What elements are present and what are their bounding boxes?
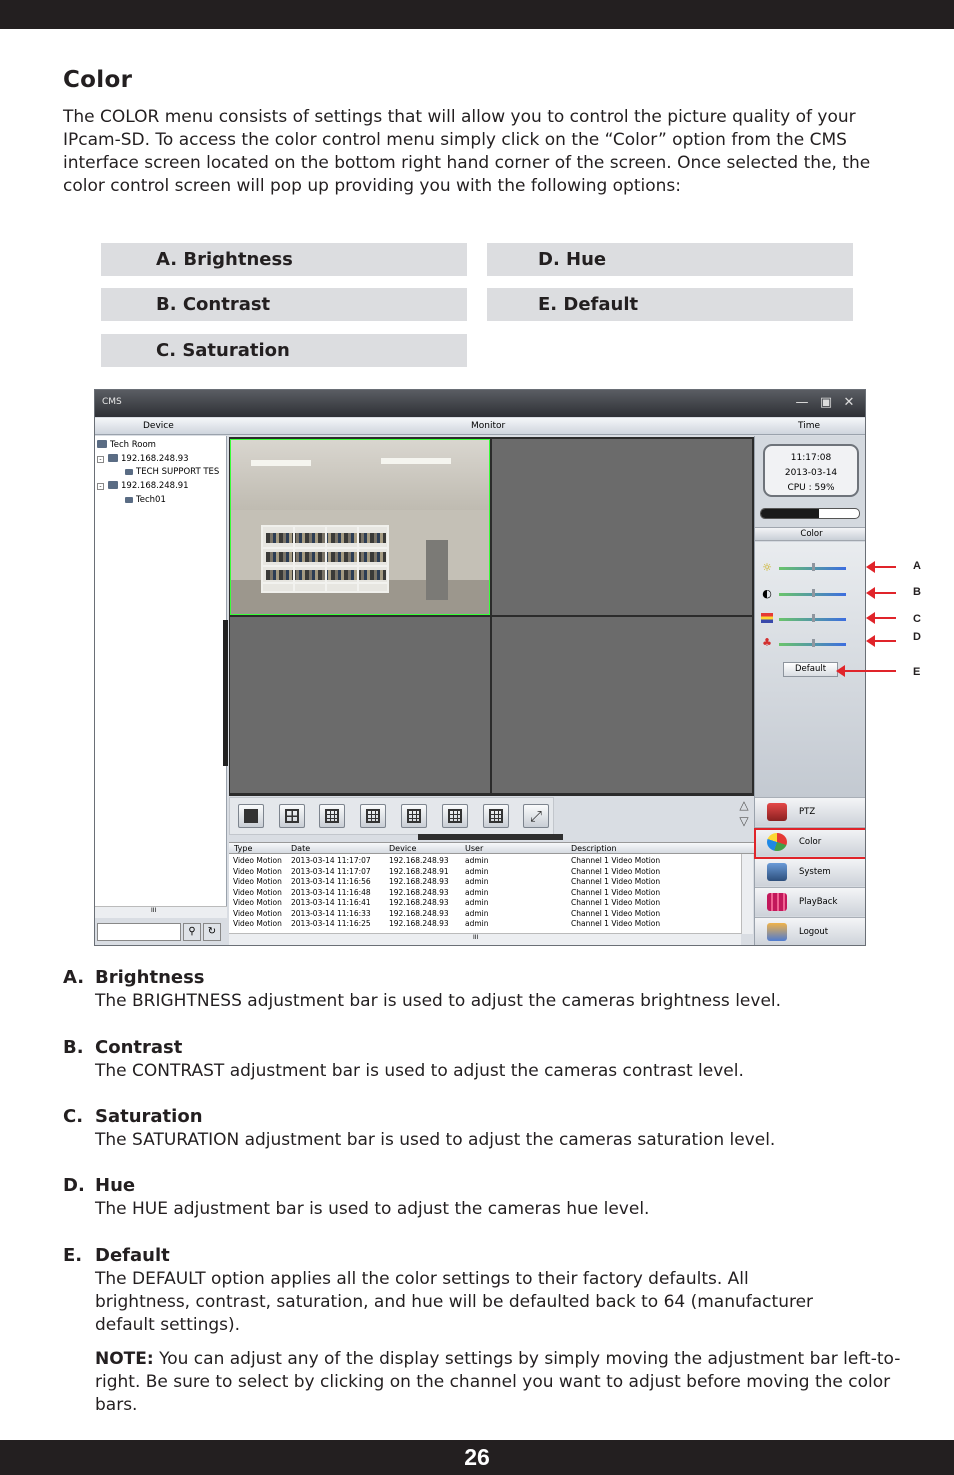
definition-letter: E. (63, 1245, 83, 1266)
column-label: Device (143, 421, 174, 431)
layout-toolbar (229, 797, 554, 835)
annotation-b: B (913, 586, 921, 598)
option-hue (487, 243, 853, 276)
quad-view-icon (285, 809, 299, 823)
log-cell-device: 192.168.248.93 (389, 898, 449, 907)
log-cell-description: Channel 1 Video Motion (571, 887, 661, 897)
note-label: NOTE: (95, 1349, 154, 1369)
log-cell-user: admin (465, 877, 489, 886)
log-cell-user: admin (465, 856, 489, 865)
log-cell-device: 192.168.248.93 (389, 908, 449, 918)
definition-text-brightness: The BRIGHTNESS adjustment bar is used to adjust the cameras brightness level. (95, 991, 782, 1011)
tree-label: Tech01 (136, 495, 166, 505)
annotation-c: C (913, 613, 921, 625)
grid-view-icon (448, 809, 462, 823)
layout-16-button[interactable] (360, 804, 386, 828)
tree-channel[interactable] (125, 467, 219, 477)
nav-label: PTZ (799, 807, 816, 817)
definition-text-contrast: The CONTRAST adjustment bar is used to adjust the cameras contrast level. (95, 1061, 744, 1081)
log-cell-device: 192.168.248.93 (389, 877, 449, 886)
tree-device[interactable] (97, 454, 189, 464)
definition-title-hue (63, 1175, 135, 1196)
arrow-left-icon (868, 592, 896, 594)
collapse-icon[interactable]: - (97, 456, 104, 463)
table-row[interactable] (229, 856, 741, 867)
option-default (487, 288, 853, 321)
device-search-input[interactable] (97, 923, 181, 941)
clock-date: 2013-03-14 (784, 468, 838, 478)
log-cell-user: admin (465, 887, 489, 897)
log-cell-type: Video Motion (233, 919, 282, 928)
annotation-d: D (913, 631, 921, 643)
definition-text-default: The DEFAULT option applies all the color settings to their factory defaults. All brightness, contrast, saturation, and hue will be defaulted back to 64 (manufacturer default settings). (95, 1269, 814, 1335)
option-saturation (101, 334, 467, 367)
color-panel-title: Color (755, 527, 866, 541)
system-button[interactable] (755, 857, 866, 886)
search-icon[interactable]: ⚲ (183, 923, 201, 941)
maximize-icon[interactable]: ▣ (819, 395, 833, 410)
camera-scene (261, 525, 389, 593)
logout-button[interactable] (755, 917, 866, 946)
contrast-slider[interactable] (779, 593, 846, 596)
log-header-type: Type (234, 844, 253, 853)
annotation-a: A (913, 560, 921, 572)
definition-letter: A. (63, 967, 85, 988)
definition-heading: Saturation (95, 1106, 203, 1127)
log-vertical-scrollbar[interactable] (741, 854, 753, 934)
log-cell-date: 2013-03-14 11:16:41 (291, 898, 371, 907)
cpu-usage: CPU : 59% (787, 483, 835, 493)
log-header-user: User (465, 844, 484, 853)
scroll-grip: III (151, 907, 157, 914)
log-table-header (229, 842, 754, 854)
layout-4-button[interactable] (279, 804, 305, 828)
arrow-left-icon (868, 617, 896, 619)
tree-channel[interactable] (125, 495, 166, 505)
cpu-meter (760, 508, 860, 519)
single-view-icon (244, 809, 258, 823)
camera-view-1[interactable] (230, 439, 490, 615)
tree-label: TECH SUPPORT TES (136, 467, 220, 477)
table-row[interactable] (229, 877, 741, 888)
minimize-icon[interactable]: — (795, 395, 809, 410)
log-cell-type: Video Motion (233, 887, 282, 897)
log-header-description: Description (571, 844, 617, 853)
table-row[interactable] (229, 888, 741, 899)
saturation-icon (761, 613, 773, 623)
note-paragraph (95, 1348, 905, 1417)
scroll-grip: III (473, 934, 479, 941)
playback-button[interactable] (755, 887, 866, 916)
option-label: E. Default (538, 294, 639, 315)
column-header-time (754, 418, 866, 435)
log-cell-description: Channel 1 Video Motion (571, 919, 661, 928)
log-header-device: Device (389, 844, 417, 853)
top-bar (0, 0, 954, 29)
arrow-left-icon (868, 640, 896, 642)
option-brightness (101, 243, 467, 276)
page-number: 26 (464, 1444, 490, 1470)
camera-scene (251, 460, 311, 466)
log-cell-date: 2013-03-14 11:16:25 (291, 919, 371, 928)
brightness-icon: ☼ (762, 561, 772, 574)
definition-text-hue: The HUE adjustment bar is used to adjust the cameras hue level. (95, 1199, 650, 1219)
layout-25-button[interactable] (401, 804, 427, 828)
cms-title: CMS (102, 397, 122, 407)
log-cell-description: Channel 1 Video Motion (571, 898, 661, 907)
device-tree (95, 436, 227, 906)
arrow-left-icon (838, 670, 896, 672)
tree-horizontal-scrollbar[interactable] (95, 906, 227, 918)
option-label: D. Hue (538, 249, 607, 270)
definition-title-contrast (63, 1037, 182, 1058)
tree-label: Tech Room (110, 440, 156, 450)
log-cell-user: admin (465, 908, 489, 918)
layout-64-button[interactable] (483, 804, 509, 828)
layout-9-button[interactable] (319, 804, 345, 828)
monitor-grid (229, 437, 754, 796)
table-row[interactable] (229, 898, 741, 909)
arrow-down-icon[interactable]: ▽ (739, 814, 749, 828)
fullscreen-button[interactable] (523, 804, 549, 828)
color-button-highlight (754, 828, 866, 859)
page-arrows[interactable] (735, 797, 753, 831)
log-cell-type: Video Motion (233, 898, 282, 907)
grid-view-icon (366, 809, 380, 823)
layout-1-button[interactable] (238, 804, 264, 828)
slider-thumb[interactable] (812, 639, 815, 647)
tree-label: 192.168.248.91 (121, 481, 189, 491)
log-cell-user: admin (465, 898, 489, 907)
page-title: Color (63, 67, 133, 93)
brightness-slider[interactable] (779, 567, 846, 570)
camera-icon (108, 454, 118, 462)
ptz-icon (767, 803, 787, 821)
system-icon (767, 863, 787, 881)
log-cell-description: Channel 1 Video Motion (571, 908, 661, 918)
layout-36-button[interactable] (442, 804, 468, 828)
log-cell-device: 192.168.248.93 (389, 856, 449, 865)
log-cell-date: 2013-03-14 11:17:07 (291, 856, 371, 865)
camera-view-4[interactable] (492, 617, 752, 793)
hue-slider[interactable] (779, 643, 846, 646)
definition-text-saturation: The SATURATION adjustment bar is used to adjust the cameras saturation level. (95, 1130, 776, 1150)
default-button[interactable]: Default (783, 662, 838, 677)
column-label: Time (798, 421, 821, 431)
log-cell-user: admin (465, 866, 489, 876)
column-header-device (95, 418, 229, 435)
camera-scene (426, 540, 448, 600)
tree-device[interactable] (97, 481, 189, 491)
column-header-monitor (229, 418, 754, 435)
tree-root[interactable] (97, 440, 156, 450)
nav-label: System (799, 867, 831, 877)
log-cell-description: Channel 1 Video Motion (571, 877, 661, 886)
definition-title-brightness (63, 967, 205, 988)
definition-heading: Hue (95, 1175, 136, 1196)
saturation-slider[interactable] (779, 618, 846, 621)
expand-icon: ⤢ (530, 807, 543, 825)
channel-icon (125, 497, 133, 503)
camera-icon (108, 481, 118, 489)
definition-letter: D. (63, 1175, 85, 1196)
log-panel-tab[interactable] (418, 834, 563, 840)
refresh-icon[interactable]: ↻ (203, 923, 221, 941)
collapse-icon[interactable]: - (97, 483, 104, 490)
definition-letter: B. (63, 1037, 84, 1058)
log-cell-device: 192.168.248.93 (389, 887, 449, 897)
users-icon (767, 923, 787, 941)
log-cell-device: 192.168.248.93 (389, 919, 449, 928)
panel-collapse-handle[interactable] (223, 620, 228, 766)
log-horizontal-scrollbar[interactable] (229, 933, 741, 945)
log-cell-date: 2013-03-14 11:16:48 (291, 887, 371, 897)
cpu-meter-fill (761, 509, 819, 518)
option-contrast (101, 288, 467, 321)
column-label: Monitor (471, 421, 506, 431)
clock-display (763, 444, 859, 497)
camera-scene (231, 440, 489, 510)
log-cell-date: 2013-03-14 11:16:33 (291, 908, 371, 918)
intro-paragraph: The COLOR menu consists of settings that will allow you to control the picture quality of your IPcam-SD. To access the color control menu simply click on the “Color” option from the CMS interface screen located on the bottom right hand corner of the screen. Once selected the, the color control screen will pop up providing you with the following options: (63, 107, 871, 196)
contrast-icon: ◐ (762, 587, 772, 600)
definition-title-saturation (63, 1106, 203, 1127)
note-text: You can adjust any of the display settings by simply moving the adjustment bar left-to-right. Be sure to select by clicking on the channel you want to adjust before moving the color bars. (95, 1349, 901, 1415)
slider-thumb[interactable] (812, 614, 815, 622)
channel-icon (125, 469, 133, 475)
camera-scene (381, 458, 451, 464)
option-label: B. Contrast (156, 294, 271, 315)
cms-window (94, 389, 866, 946)
clock-time: 11:17:08 (790, 453, 832, 463)
nav-label: Color (799, 837, 822, 847)
log-cell-date: 2013-03-14 11:17:07 (291, 866, 371, 876)
nav-label: Logout (799, 927, 829, 937)
log-cell-type: Video Motion (233, 908, 282, 918)
annotation-e: E (913, 666, 921, 678)
camera-view-2[interactable] (492, 439, 752, 615)
close-icon[interactable]: ✕ (843, 395, 855, 410)
table-row[interactable] (229, 909, 741, 920)
log-cell-date: 2013-03-14 11:16:56 (291, 877, 371, 886)
log-cell-description: Channel 1 Video Motion (571, 856, 661, 865)
slider-thumb[interactable] (812, 563, 815, 571)
definition-heading: Brightness (95, 967, 205, 988)
option-label: A. Brightness (156, 249, 293, 270)
tree-label: 192.168.248.93 (121, 454, 189, 464)
grid-view-icon (489, 809, 503, 823)
log-cell-description: Channel 1 Video Motion (571, 866, 661, 876)
log-header-date: Date (291, 844, 311, 853)
arrow-up-icon[interactable]: △ (739, 798, 749, 812)
nav-label: PlayBack (799, 897, 838, 907)
table-row[interactable] (229, 919, 741, 930)
slider-thumb[interactable] (812, 589, 815, 597)
grid-view-icon (407, 809, 421, 823)
table-row[interactable] (229, 867, 741, 878)
camera-view-3[interactable] (230, 617, 490, 793)
log-cell-device: 192.168.248.91 (389, 866, 449, 876)
log-cell-user: admin (465, 919, 489, 928)
grid-view-icon (325, 809, 339, 823)
log-cell-type: Video Motion (233, 877, 282, 886)
hue-icon: ♣ (762, 636, 772, 649)
film-icon (767, 893, 787, 911)
computer-icon (97, 440, 107, 448)
definition-title-default (63, 1245, 170, 1266)
definition-heading: Contrast (95, 1037, 183, 1058)
arrow-left-icon (868, 566, 896, 568)
right-panel (754, 436, 866, 946)
option-label: C. Saturation (156, 340, 290, 361)
ptz-button[interactable] (755, 797, 866, 826)
log-cell-type: Video Motion (233, 856, 282, 865)
log-table-body (229, 854, 741, 934)
cms-titlebar (95, 390, 866, 417)
definition-letter: C. (63, 1106, 84, 1127)
definition-heading: Default (95, 1245, 170, 1266)
log-cell-type: Video Motion (233, 866, 282, 876)
